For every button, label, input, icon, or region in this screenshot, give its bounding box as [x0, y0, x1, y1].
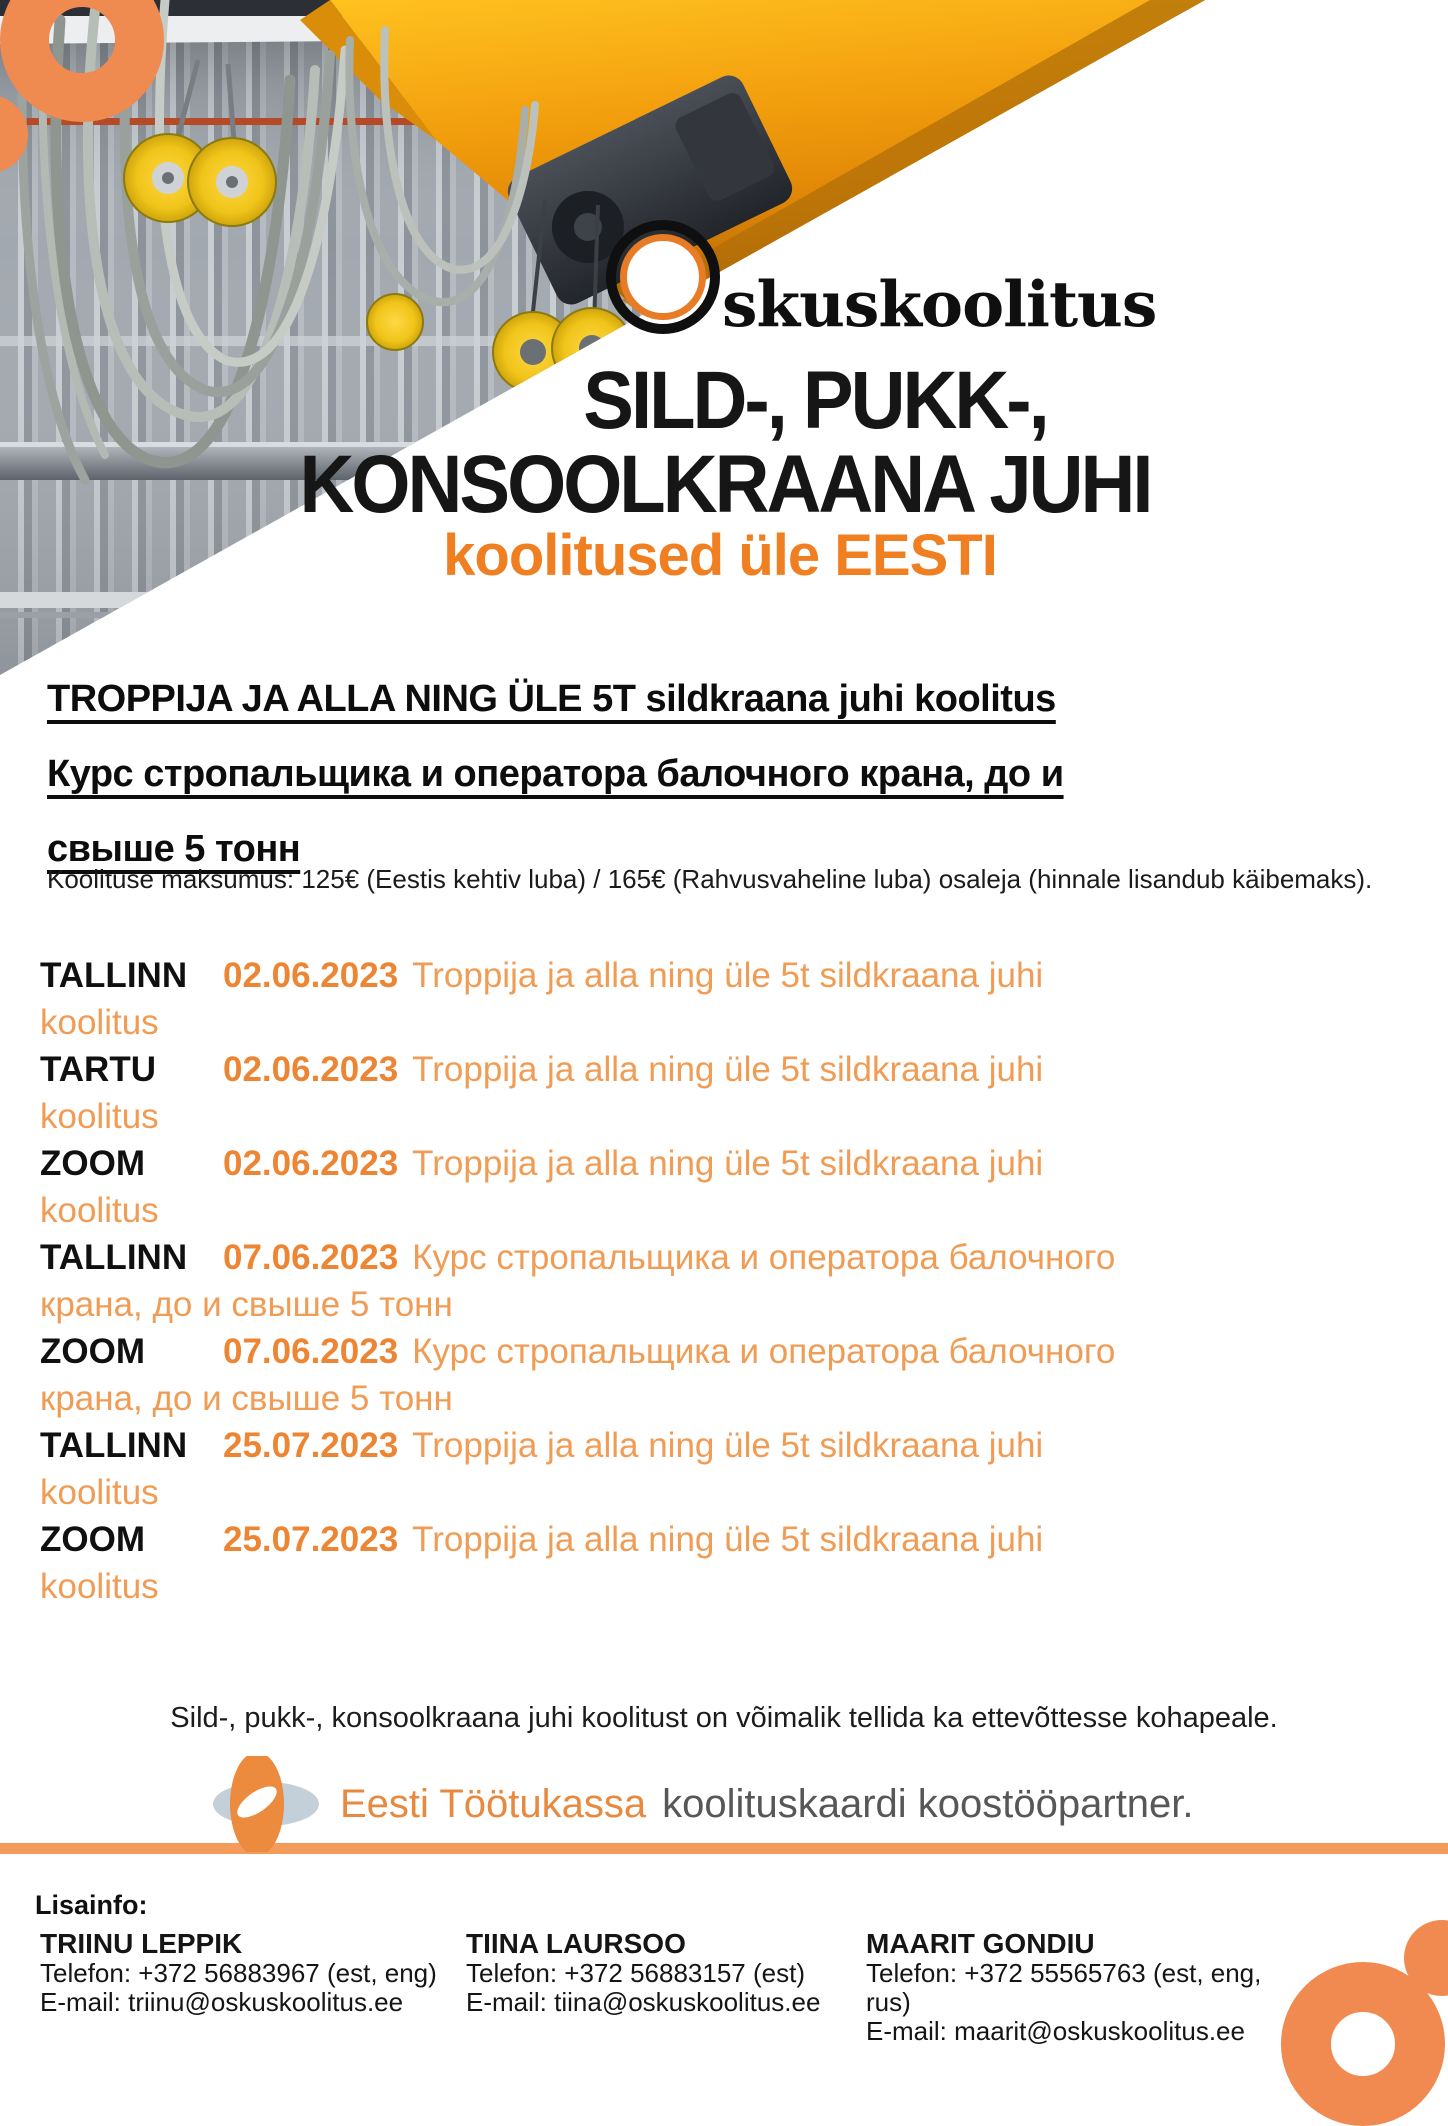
schedule-row	[40, 1516, 1160, 1610]
poster-title-line1: SILD-, PUKK-,	[583, 354, 1047, 447]
schedule-date: 02.06.2023	[223, 956, 399, 995]
course-heading-et: TROPPIJA JA ALLA NING ÜLE 5T sildkraana juhi koolitus	[47, 678, 1056, 720]
schedule-course: Troppija ja alla ning üle 5t sildkraana juhi koolitus	[40, 1050, 1044, 1136]
tootukassa-partner-row	[210, 1756, 1194, 1852]
schedule-city: TALLINN	[40, 956, 188, 995]
schedule-date: 25.07.2023	[223, 1520, 399, 1559]
schedule-course: Troppija ja alla ning üle 5t sildkraana juhi koolitus	[40, 1520, 1044, 1606]
crane-photo	[0, 0, 1448, 700]
schedule-city: TARTU	[40, 1050, 156, 1089]
schedule-row	[40, 1234, 1160, 1328]
partner-suffix: koolituskaardi koostööpartner.	[662, 1781, 1194, 1826]
schedule-city: TALLINN	[40, 1238, 188, 1277]
schedule-row	[40, 952, 1160, 1046]
schedule-course: Курс стропальщика и оператора балочного крана, до и свыше 5 тонн	[40, 1332, 1116, 1418]
schedule-row	[40, 1328, 1160, 1422]
onsite-note: Sild-, pukk-, konsoolkraana juhi koolitust on võimalik tellida ka ettevõttesse kohapeale.	[170, 1702, 1278, 1734]
schedule-city: ZOOM	[40, 1144, 145, 1183]
tootukassa-logo-icon	[210, 1756, 322, 1852]
schedule-row	[40, 1140, 1160, 1234]
oskuskoolitus-o-inner-ring	[620, 234, 706, 320]
schedule-list	[40, 952, 1160, 1610]
price-line: Koolituse maksumus: 125€ (Eestis kehtiv luba) / 165€ (Rahvusvaheline luba) osaleja (hinnale lisandub käibemaks).	[47, 864, 1373, 894]
contact-name: MAARIT GONDIU	[866, 1928, 1095, 1959]
contact-email: E-mail: maarit@oskuskoolitus.ee	[866, 2016, 1245, 2046]
contact-phone: Telefon: +372 56883157 (est)	[466, 1958, 805, 1988]
contact-name: TRIINU LEPPIK	[40, 1928, 243, 1959]
contact-phone: Telefon: +372 55565763 (est, eng, rus)	[866, 1958, 1262, 2017]
schedule-date: 25.07.2023	[223, 1426, 399, 1465]
contact-card	[866, 1928, 1286, 2046]
course-heading-ru: Курс стропальщика и оператора балочного крана, до и свыше 5 тонн	[47, 753, 1064, 870]
schedule-course: Troppija ja alla ning üle 5t sildkraana juhi koolitus	[40, 956, 1044, 1042]
schedule-city: TALLINN	[40, 1426, 188, 1465]
contact-email: E-mail: tiina@oskuskoolitus.ee	[466, 1987, 821, 2017]
schedule-date: 07.06.2023	[223, 1238, 399, 1277]
course-heading	[47, 662, 1087, 887]
oskuskoolitus-o-icon	[606, 220, 720, 334]
contact-phone: Telefon: +372 56883967 (est, eng)	[40, 1958, 437, 1988]
schedule-course: Troppija ja alla ning üle 5t sildkraana juhi koolitus	[40, 1144, 1044, 1230]
contacts-heading: Lisainfo:	[35, 1890, 148, 1920]
schedule-course: Troppija ja alla ning üle 5t sildkraana juhi koolitus	[40, 1426, 1044, 1512]
contact-email: E-mail: triinu@oskuskoolitus.ee	[40, 1987, 404, 2017]
poster-title-line2: KONSOOLKRAANA JUHI	[299, 438, 1151, 531]
contact-name: TIINA LAURSOO	[466, 1928, 686, 1959]
schedule-course: Курс стропальщика и оператора балочного крана, до и свыше 5 тонн	[40, 1238, 1116, 1324]
schedule-city: ZOOM	[40, 1332, 145, 1371]
schedule-city: ZOOM	[40, 1520, 145, 1559]
schedule-date: 02.06.2023	[223, 1144, 399, 1183]
schedule-row	[40, 1046, 1160, 1140]
schedule-date: 02.06.2023	[223, 1050, 399, 1089]
partner-name: Eesti Töötukassa	[340, 1781, 647, 1826]
oskuskoolitus-logo-text: skuskoolitus	[722, 267, 1157, 341]
contact-card	[40, 1928, 460, 2017]
poster-subtitle: koolitused üle EESTI	[443, 523, 997, 588]
schedule-row	[40, 1422, 1160, 1516]
contact-card	[466, 1928, 886, 2017]
schedule-date: 07.06.2023	[223, 1332, 399, 1371]
